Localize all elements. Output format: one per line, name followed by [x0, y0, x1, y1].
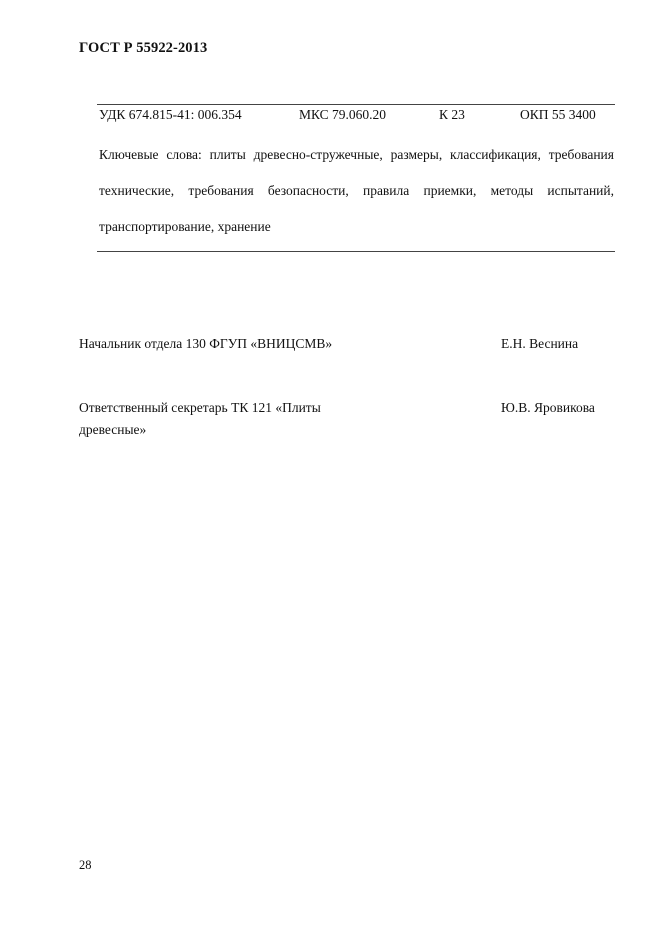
k-code: К 23 — [439, 107, 465, 122]
signature-role: Ответственный секретарь ТК 121 «Плиты древесные» — [79, 400, 321, 437]
signature-row — [79, 333, 619, 357]
classification-codes — [99, 107, 609, 125]
okp-code: ОКП 55 3400 — [520, 107, 596, 122]
page-number: 28 — [79, 858, 92, 872]
udk-code: УДК 674.815-41: 006.354 — [99, 107, 242, 122]
signature-name: Ю.В. Яровикова — [501, 400, 595, 415]
keywords-paragraph: Ключевые слова: плиты древесно-стружечные, размеры, классификация, требования технические, требования безопасности, правила приемки, методы испытаний, транспортирование, хранение — [99, 147, 614, 234]
top-divider — [97, 104, 615, 105]
signature-name: Е.Н. Веснина — [501, 336, 579, 351]
mks-code: МКС 79.060.20 — [299, 107, 387, 122]
document-header-title: ГОСТ Р 55922-2013 — [79, 40, 208, 56]
bottom-divider — [97, 251, 615, 252]
signature-role: Начальник отдела 130 ФГУП «ВНИЦСМВ» — [79, 336, 333, 351]
signature-row — [79, 397, 619, 445]
